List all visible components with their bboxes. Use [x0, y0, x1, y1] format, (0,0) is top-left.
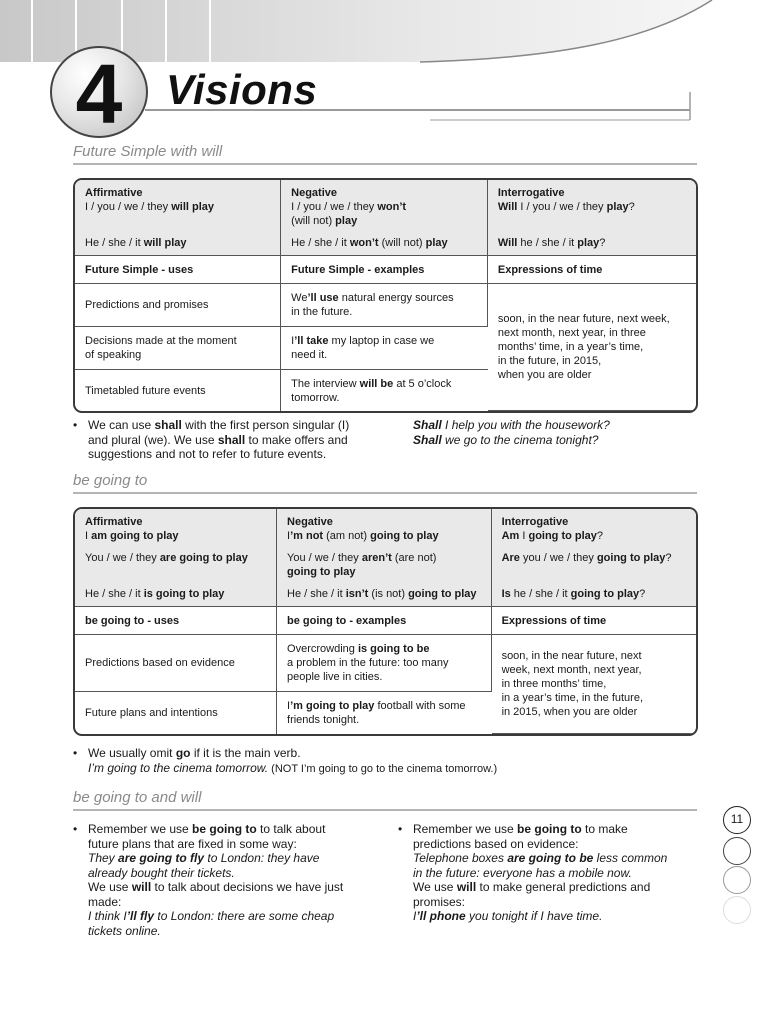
use-cell: [75, 692, 277, 734]
use-cell: [75, 327, 281, 370]
form-bold: play: [335, 215, 358, 227]
example-text: people live in cities.: [287, 671, 383, 683]
future-simple-table: [73, 178, 698, 413]
note-bold: are going to be: [507, 851, 594, 865]
note-text: suggestions and not to refer to future events.: [88, 447, 327, 461]
expressions-head-cell: [488, 256, 696, 284]
expression-line: in a year’s time, in the future,: [501, 692, 644, 704]
form-text: I: [519, 530, 529, 542]
unit-number-badge: [50, 46, 148, 141]
note-text: with the first person singular (I): [181, 418, 350, 432]
interrogative-cell: [488, 180, 696, 256]
expression-line: in 2015, when you are older: [501, 706, 638, 718]
note-text: (NOT I’m going to go to the cinema tomorrow.): [268, 762, 498, 775]
note-bold: will: [131, 880, 152, 894]
note-bold: will: [456, 880, 477, 894]
form-bold: Am: [501, 530, 520, 542]
interrogative-cell: [492, 509, 696, 607]
example-bold: ’ll take: [294, 335, 329, 347]
note-bold: ’ll phone: [416, 909, 466, 923]
bullet-dot: •: [398, 822, 403, 836]
example-text: The interview: [291, 377, 360, 390]
note-text: Remember we use: [413, 822, 518, 836]
uses-head-cell: [75, 607, 277, 635]
form-bold: will play: [143, 237, 187, 249]
form-bold: going to play: [287, 566, 356, 578]
example-text: natural energy sources: [338, 292, 454, 304]
section-divider: [73, 492, 697, 494]
expression-line: when you are older: [497, 369, 592, 381]
example-bold: will be: [359, 377, 394, 390]
form-bold: isn’t: [345, 588, 369, 600]
expression-line: months’ time, in a year’s time,: [497, 341, 644, 353]
bullet-dot: •: [73, 418, 78, 432]
example-cell: [281, 327, 488, 370]
example-text: friends tonight.: [287, 714, 360, 726]
affirmative-cell: [75, 509, 277, 607]
form-text: ?: [628, 201, 635, 213]
form-bold: going to play: [408, 588, 477, 600]
use-cell: [75, 370, 281, 411]
use-text: Predictions based on evidence: [85, 657, 235, 669]
form-text: He / she / it: [291, 237, 350, 249]
note-text: I help you with the housework?: [441, 418, 610, 432]
unit-title: Visions: [166, 66, 318, 113]
note-text: to make: [581, 822, 628, 836]
note-example: tickets online.: [88, 923, 161, 938]
example-text: Overcrowding: [287, 643, 358, 655]
note-text: and plural (we). We use: [88, 432, 218, 447]
note-example: I’m going to the cinema tomorrow.: [88, 760, 269, 775]
form-text: You / we / they: [287, 552, 362, 564]
table-row: [75, 509, 696, 607]
form-bold: going to play: [370, 530, 439, 542]
note-bold: ’ll fly: [126, 909, 155, 923]
page-marker-circle: [723, 896, 751, 924]
form-bold: going to play: [596, 552, 666, 564]
expression-line: week, next month, next year,: [501, 664, 642, 676]
page-number: 11: [723, 806, 751, 834]
section-title-future-simple: Future Simple with will: [73, 143, 223, 160]
section-divider: [73, 809, 697, 811]
form-text: I: [85, 530, 92, 542]
note-bold: are going to fly: [118, 851, 205, 865]
example-text: in the future.: [291, 306, 353, 318]
form-text: (is not): [368, 588, 409, 600]
note-text: to talk about decisions we have just: [151, 880, 344, 894]
uses-head-cell: [75, 256, 281, 284]
section-title-going-to-and-will: be going to and will: [73, 789, 202, 806]
table-row: [75, 635, 696, 692]
form-text: (am not): [323, 530, 371, 542]
note-bold: go: [175, 746, 191, 760]
form-text: ?: [639, 588, 646, 600]
expression-line: soon, in the near future, next week,: [497, 313, 670, 325]
form-text: You / we / they: [85, 552, 160, 564]
note-example: Telephone boxes: [413, 851, 508, 865]
negative-cell: [277, 509, 492, 607]
form-text: He / she / it: [85, 237, 144, 249]
note-bold: shall: [154, 418, 182, 432]
form-bold: play: [606, 201, 629, 213]
bullet-dot: •: [73, 746, 78, 760]
note-text: We use: [413, 880, 457, 894]
example-cell: [277, 692, 492, 734]
form-text: I: [287, 530, 291, 542]
note-text: if it is the main verb.: [190, 746, 301, 760]
expression-line: next month, next year, in three: [497, 327, 646, 339]
bullet-dot: •: [73, 822, 78, 836]
expression-line: soon, in the near future, next: [501, 650, 642, 662]
be-going-to-table: [73, 507, 698, 736]
note-text: future plans that are fixed in some way:: [88, 836, 297, 851]
note-example: you tonight if I have time.: [465, 909, 603, 923]
expressions-head: Expressions of time: [497, 263, 603, 276]
form-text: I / you / we / they: [85, 201, 172, 213]
note-bold: be going to: [192, 822, 257, 836]
note-example: in the future: everyone has a mobile now.: [413, 865, 632, 880]
section-title-be-going-to: be going to: [73, 472, 148, 489]
interrogative-head: Interrogative: [501, 516, 569, 528]
form-bold: going to play: [570, 588, 640, 600]
table-row: [75, 607, 696, 635]
form-text: ?: [665, 552, 672, 564]
example-cell: [277, 635, 492, 692]
example-text: tomorrow.: [291, 391, 340, 404]
note-example: already bought their tickets.: [88, 865, 235, 880]
form-bold: play: [577, 237, 600, 249]
note-example: They: [88, 851, 119, 865]
example-text: I: [287, 700, 291, 712]
form-text: (will not): [378, 237, 426, 249]
form-text: ?: [599, 237, 606, 249]
affirmative-head: Affirmative: [85, 187, 143, 199]
note-text: made:: [88, 894, 122, 909]
example-text: at 5 o’clock: [393, 377, 452, 390]
form-text: you / we / they: [519, 552, 597, 564]
form-bold: going to play: [528, 530, 597, 542]
note-bold: Shall: [413, 418, 442, 432]
interrogative-head: Interrogative: [497, 187, 565, 199]
affirmative-cell: [75, 180, 281, 256]
note-bold: shall: [217, 432, 246, 447]
form-bold: won’t: [349, 237, 379, 249]
note-text: to make offers and: [245, 432, 348, 447]
form-text: He / she / it: [85, 588, 144, 600]
left-rule-note: [73, 822, 388, 938]
note-text: we go to the cinema tonight?: [441, 432, 599, 447]
negative-head: Negative: [287, 516, 333, 528]
table-row: [75, 284, 696, 327]
form-bold: play: [425, 237, 448, 249]
use-text: Timetabled future events: [85, 384, 206, 397]
form-bold: are going to play: [159, 552, 248, 564]
form-bold: ’m not: [290, 530, 324, 542]
examples-head: be going to - examples: [287, 614, 407, 627]
use-text: Decisions made at the moment: [85, 335, 237, 347]
example-text: football with some: [374, 700, 466, 712]
form-bold: will play: [171, 201, 215, 213]
example-text: need it.: [291, 349, 328, 361]
use-text: of speaking: [85, 349, 142, 361]
examples-head-cell: [277, 607, 492, 635]
negative-head: Negative: [291, 187, 338, 199]
note-text: to talk about: [256, 822, 326, 836]
expression-line: in three months’ time,: [501, 678, 607, 690]
form-text: ?: [596, 530, 604, 542]
example-cell: [281, 370, 488, 411]
use-cell: [75, 284, 281, 327]
form-text: He / she / it: [287, 588, 346, 600]
affirmative-head: Affirmative: [85, 516, 143, 528]
examples-head-cell: [281, 256, 488, 284]
note-text: to make general predictions and: [476, 880, 651, 894]
example-cell: [281, 284, 488, 327]
example-text: We: [291, 292, 308, 304]
form-text: (are not): [391, 552, 437, 564]
form-text: (will not): [291, 215, 336, 227]
unit-number: 4: [75, 47, 123, 141]
right-rule-note: [398, 822, 703, 924]
uses-head: be going to - uses: [85, 614, 180, 627]
expressions-cell: [492, 635, 696, 734]
form-text: he / she / it: [517, 237, 578, 249]
note-example: I: [413, 909, 417, 923]
note-bold: be going to: [517, 822, 582, 836]
form-bold: is going to play: [143, 588, 225, 600]
form-bold: Is: [501, 588, 511, 600]
note-bold: Shall: [413, 432, 442, 447]
use-text: Future plans and intentions: [85, 707, 218, 719]
section-divider: [73, 163, 697, 165]
example-text: a problem in the future: too many: [287, 657, 449, 669]
expressions-head-cell: [492, 607, 696, 635]
shall-note: [73, 418, 408, 462]
form-bold: won’t: [377, 201, 407, 213]
page-marker-circle: [723, 866, 751, 894]
omit-go-note: [73, 746, 698, 776]
note-text: promises:: [413, 894, 466, 909]
form-bold: aren’t: [361, 552, 392, 564]
example-text: I: [291, 335, 295, 347]
note-example: I think I: [88, 909, 127, 923]
note-text: We can use: [88, 418, 155, 432]
table-row: [75, 180, 696, 256]
note-example: to London: they have: [204, 851, 320, 865]
use-text: Predictions and promises: [85, 299, 209, 311]
example-bold: ’m going to play: [290, 700, 375, 712]
note-text: Remember we use: [88, 822, 193, 836]
note-example: to London: there are some cheap: [154, 909, 335, 923]
use-cell: [75, 635, 277, 692]
expression-line: in the future, in 2015,: [497, 355, 602, 367]
form-text: I / you / we / they: [517, 201, 607, 213]
example-text: my laptop in case we: [328, 335, 435, 347]
expressions-cell: [488, 284, 696, 411]
shall-examples: [413, 418, 698, 447]
expressions-head: Expressions of time: [501, 614, 607, 627]
example-bold: is going to be: [357, 643, 430, 655]
page-marker-circle: [723, 837, 751, 865]
table-row: [75, 256, 696, 284]
form-text: I / you / we / they: [291, 201, 378, 213]
example-bold: ’ll use: [307, 292, 339, 304]
note-text: We use: [88, 880, 132, 894]
note-text: We usually omit: [88, 746, 176, 760]
note-example: less common: [593, 851, 668, 865]
form-bold: Will: [497, 201, 518, 213]
uses-head: Future Simple - uses: [85, 263, 194, 276]
form-bold: am going to play: [91, 530, 179, 542]
negative-cell: [281, 180, 488, 256]
form-bold: Will: [497, 237, 518, 249]
form-text: he / she / it: [510, 588, 571, 600]
examples-head: Future Simple - examples: [291, 263, 425, 276]
form-bold: Are: [501, 552, 520, 564]
note-text: predictions based on evidence:: [413, 836, 579, 851]
